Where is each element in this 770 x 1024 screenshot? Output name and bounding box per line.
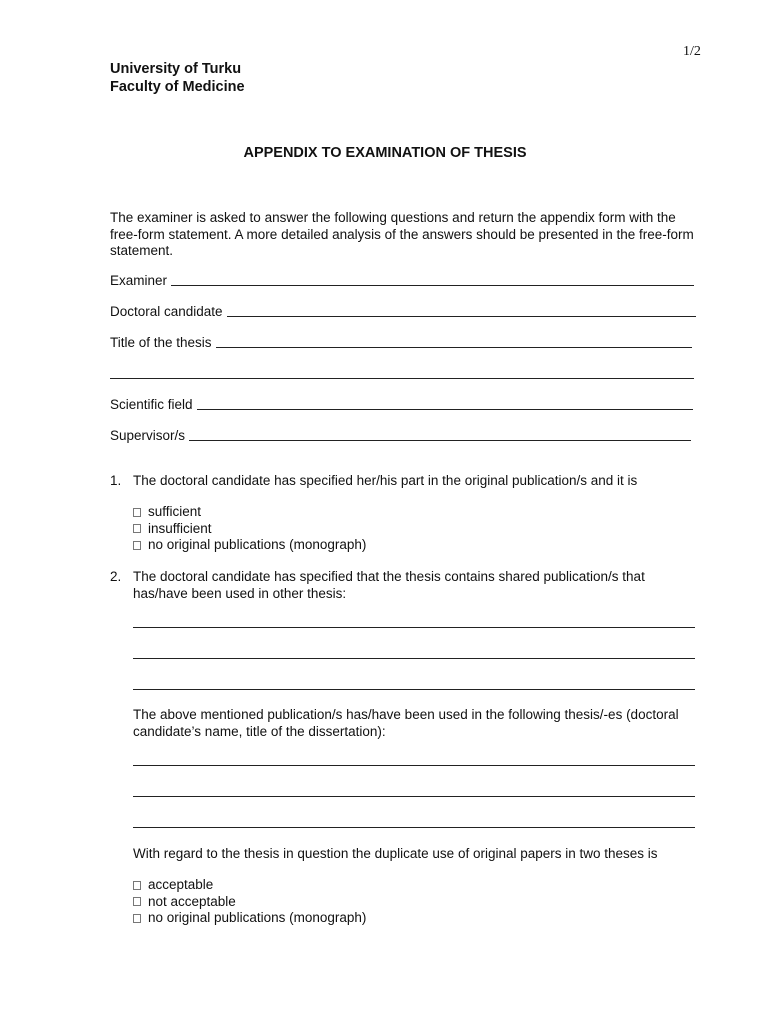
duplicate-use-text: With regard to the thesis in question the duplicate use of original papers in two theses is [133, 846, 658, 861]
scientific-field-label: Scientific field [110, 397, 193, 412]
doctoral-candidate-label: Doctoral candidate [110, 304, 223, 319]
checkbox-icon[interactable] [133, 914, 141, 923]
option-label: not acceptable [148, 893, 236, 909]
university-name: University of Turku [110, 61, 242, 77]
checkbox-icon[interactable] [133, 541, 141, 550]
intro-paragraph: The examiner is asked to answer the following questions and return the appendix form with the free-form statement. A more detailed analysis of the answers should be presented in the free-form statement. [110, 210, 694, 258]
faculty-name: Faculty of Medicine [110, 79, 245, 95]
page-number: 1/2 [683, 44, 701, 59]
option-acceptable[interactable] [133, 877, 366, 894]
question-1-text: The doctoral candidate has specified her/his part in the original publication/s and it is [133, 473, 638, 488]
scientific-field-input[interactable] [197, 395, 693, 410]
option-not-acceptable[interactable] [133, 894, 366, 911]
checkbox-icon[interactable] [133, 881, 141, 890]
doctoral-candidate-input[interactable] [227, 302, 696, 317]
option-insufficient[interactable] [133, 521, 366, 538]
shared-publications-line-2[interactable] [133, 658, 695, 659]
option-no-original-publications[interactable] [133, 537, 366, 554]
other-theses-line-1[interactable] [133, 765, 695, 766]
examiner-field [110, 269, 694, 289]
scientific-field-field [110, 393, 693, 413]
checkbox-icon[interactable] [133, 897, 141, 906]
thesis-title-label: Title of the thesis [110, 335, 212, 350]
thesis-title-continuation-line[interactable] [110, 378, 694, 379]
question-2-options [133, 877, 366, 927]
option-no-original-publications-monograph[interactable] [133, 910, 366, 927]
supervisors-label: Supervisor/s [110, 428, 186, 443]
document-title: APPENDIX TO EXAMINATION OF THESIS [243, 145, 527, 161]
checkbox-icon[interactable] [133, 508, 141, 517]
option-label: sufficient [148, 504, 202, 519]
doctoral-candidate-field [110, 300, 696, 320]
other-theses-line-2[interactable] [133, 796, 695, 797]
question-2-number: 2. [110, 569, 122, 584]
thesis-title-field [110, 331, 692, 351]
shared-publications-line-1[interactable] [133, 627, 695, 628]
option-sufficient[interactable] [133, 504, 366, 521]
supervisors-field [110, 424, 691, 444]
supervisors-input[interactable] [189, 426, 691, 441]
question-2-followup-text: The above mentioned publication/s has/have been used in the following thesis/-es (doctoral candidate’s name, title of the dissertation): [133, 707, 679, 739]
question-1-options [133, 504, 366, 554]
option-label: no original publications (monograph) [148, 537, 367, 552]
option-label: no original publications (monograph) [148, 910, 367, 925]
thesis-title-input[interactable] [216, 333, 692, 348]
question-1-number: 1. [110, 473, 122, 488]
option-label: acceptable [148, 877, 214, 892]
question-2-text: The doctoral candidate has specified that the thesis contains shared publication/s that has/have been used in other thesis: [133, 569, 645, 601]
checkbox-icon[interactable] [133, 524, 141, 533]
examiner-label: Examiner [110, 273, 168, 288]
option-label: insufficient [148, 520, 212, 536]
other-theses-line-3[interactable] [133, 827, 695, 828]
institution-header [110, 60, 245, 96]
examiner-input[interactable] [171, 271, 694, 286]
shared-publications-line-3[interactable] [133, 689, 695, 690]
